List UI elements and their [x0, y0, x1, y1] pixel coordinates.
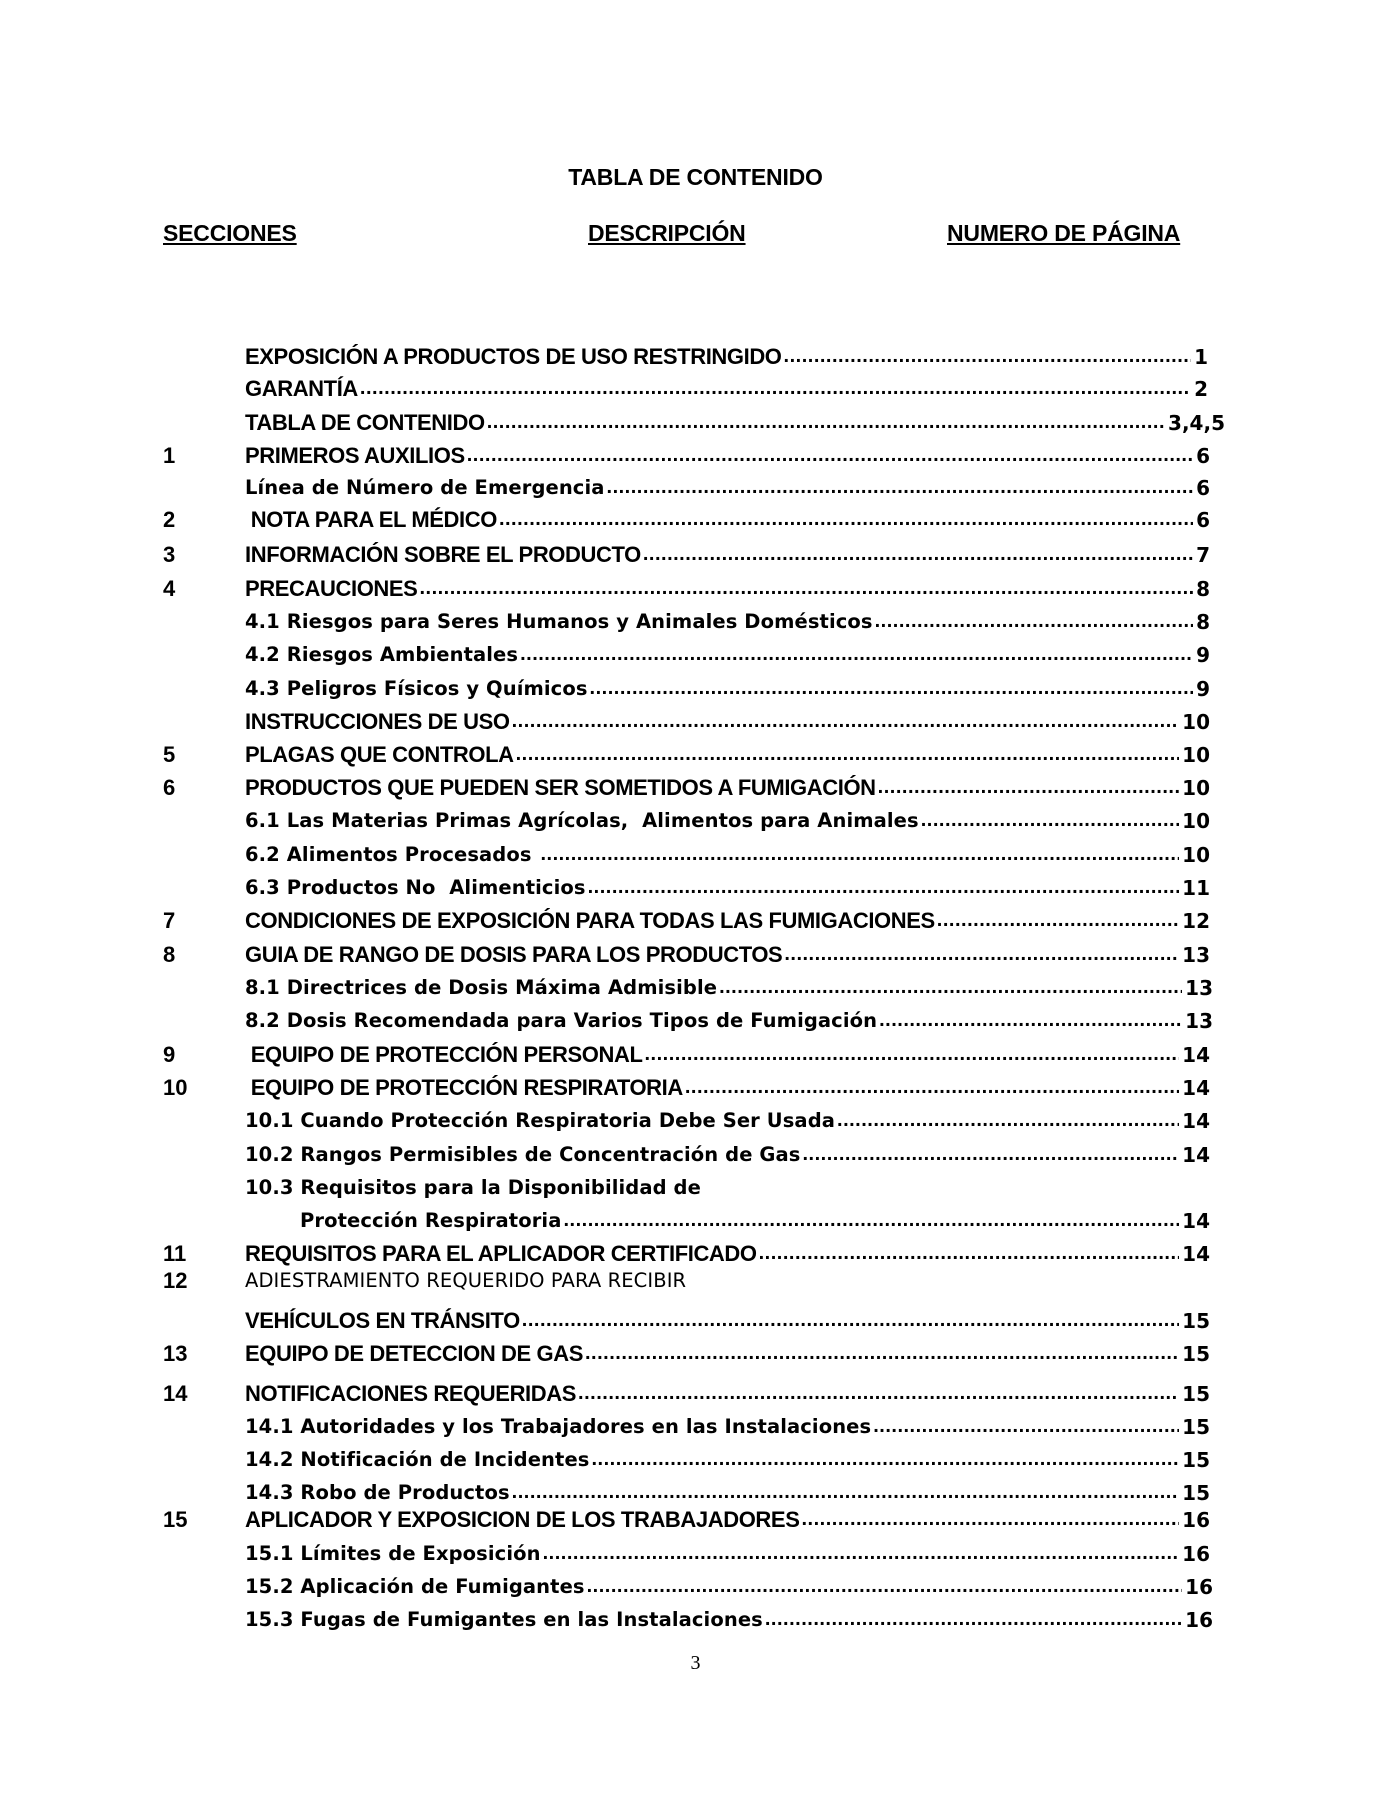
toc-entry-title: 4.3 Peligros Físicos y Químicos	[245, 677, 588, 700]
section-number: 13	[163, 1341, 188, 1366]
section-number: 4	[163, 576, 176, 601]
toc-entry[interactable]	[245, 838, 1210, 868]
toc-entry-page: 1	[1194, 345, 1208, 369]
toc-entry-title: Línea de Número de Emergencia	[245, 476, 605, 499]
toc-entry-page: 14	[1182, 1143, 1210, 1167]
dot-leader	[875, 610, 1193, 632]
toc-entry-page: 16	[1185, 1608, 1213, 1632]
dot-leader	[587, 1575, 1183, 1597]
dot-leader	[578, 1382, 1179, 1404]
toc-entry-page: 13	[1182, 943, 1210, 967]
toc-entry[interactable]	[245, 406, 1225, 436]
toc-entry[interactable]	[245, 904, 1210, 934]
toc-entry[interactable]	[245, 1503, 1210, 1533]
section-number: 1	[163, 443, 176, 468]
toc-entry-title: 8.2 Dosis Recomendada para Varios Tipos de Fumigación	[245, 1009, 878, 1032]
toc-entry-page: 14	[1182, 1209, 1210, 1233]
toc-entry-title: REQUISITOS PARA EL APLICADOR CERTIFICADO	[245, 1241, 757, 1266]
toc-entry[interactable]	[245, 1570, 1213, 1600]
toc-entry-page: 2	[1194, 377, 1208, 401]
toc-entry-page: 7	[1196, 543, 1210, 567]
column-header-page-number: NUMERO DE PÁGINA	[947, 220, 1181, 246]
toc-entry-page: 14	[1182, 1076, 1210, 1100]
dot-leader	[759, 1242, 1180, 1264]
toc-entry-page: 16	[1185, 1575, 1213, 1599]
dot-leader	[878, 776, 1179, 798]
dot-leader	[499, 508, 1193, 530]
dot-leader	[590, 677, 1194, 699]
toc-entry[interactable]	[245, 638, 1210, 668]
toc-entry[interactable]	[245, 372, 1208, 402]
dot-leader	[360, 377, 1191, 399]
toc-entry[interactable]	[245, 705, 1210, 735]
toc-entry[interactable]	[245, 605, 1210, 635]
toc-entry-page: 11	[1182, 876, 1210, 900]
toc-entry-title: VEHÍCULOS EN TRÁNSITO	[245, 1308, 520, 1333]
dot-leader	[837, 1109, 1179, 1131]
dot-leader	[520, 643, 1193, 665]
toc-entry-title: Protección Respiratoria	[300, 1209, 562, 1232]
toc-entry-page: 16	[1182, 1542, 1210, 1566]
dot-leader	[563, 1209, 1179, 1231]
toc-entry-page: 10	[1182, 776, 1210, 800]
section-number: 5	[163, 742, 176, 767]
toc-entry-page: 6	[1196, 476, 1210, 500]
dot-leader	[719, 976, 1182, 998]
toc-entry-title: 15.3 Fugas de Fumigantes en las Instalaciones	[245, 1608, 763, 1631]
dot-leader	[512, 1481, 1179, 1503]
dot-leader	[512, 710, 1180, 732]
toc-entry[interactable]	[245, 738, 1210, 768]
toc-entry-title: 10.1 Cuando Protección Respiratoria Debe Ser Usada	[245, 1109, 836, 1132]
column-header-sections: SECCIONES	[163, 220, 297, 246]
section-number: 15	[163, 1507, 188, 1532]
toc-entry-title: INFORMACIÓN SOBRE EL PRODUCTO	[245, 542, 641, 567]
toc-entry[interactable]	[245, 1476, 1210, 1506]
toc-entry-page: 15	[1182, 1382, 1210, 1406]
toc-entry-page: 3,4,5	[1168, 411, 1225, 435]
section-number: 2	[163, 507, 176, 532]
toc-entry-title: 4.2 Riesgos Ambientales	[245, 643, 519, 666]
toc-entry-title: 8.1 Directrices de Dosis Máxima Admisible	[245, 976, 718, 999]
toc-entry-title: 14.2 Notificación de Incidentes	[245, 1448, 590, 1471]
toc-entry-page: 12	[1182, 909, 1210, 933]
toc-entry-title: PLAGAS QUE CONTROLA	[245, 742, 514, 767]
toc-entry-title: 15.2 Aplicación de Fumigantes	[245, 1575, 585, 1598]
toc-entry-page: 15	[1182, 1448, 1210, 1472]
toc-entry-page: 16	[1182, 1508, 1210, 1532]
dot-leader	[543, 1542, 1180, 1564]
toc-entry[interactable]	[245, 771, 1210, 801]
toc-entry[interactable]	[245, 1264, 686, 1294]
dot-leader	[588, 876, 1180, 898]
section-number: 8	[163, 942, 176, 967]
toc-entry-page: 14	[1182, 1043, 1210, 1067]
toc-entry[interactable]	[245, 471, 1210, 501]
toc-entry[interactable]	[245, 1237, 1210, 1267]
toc-entry[interactable]	[245, 503, 1210, 533]
toc-entry-page: 15	[1182, 1309, 1210, 1333]
toc-entry-title: EQUIPO DE PROTECCIÓN PERSONAL	[245, 1042, 643, 1067]
section-number: 11	[163, 1241, 187, 1266]
dot-leader	[487, 411, 1165, 433]
dot-leader	[540, 843, 1179, 865]
dot-leader	[607, 476, 1194, 498]
toc-entry-title: APLICADOR Y EXPOSICION DE LOS TRABAJADORES	[245, 1507, 800, 1532]
toc-entry-title: 15.1 Límites de Exposición	[245, 1542, 541, 1565]
section-number: 6	[163, 775, 176, 800]
toc-entry-title: 10.2 Rangos Permisibles de Concentración de Gas	[245, 1143, 801, 1166]
toc-entry[interactable]	[245, 1443, 1210, 1473]
toc-entry-title: EXPOSICIÓN A PRODUCTOS DE USO RESTRINGIDO	[245, 344, 782, 369]
toc-entry-title: NOTA PARA EL MÉDICO	[245, 507, 497, 532]
toc-entry-title: 10.3 Requisitos para la Disponibilidad de	[245, 1176, 701, 1199]
toc-entry-title: GUIA DE RANGO DE DOSIS PARA LOS PRODUCTOS	[245, 942, 783, 967]
toc-entry-title: INSTRUCCIONES DE USO	[245, 709, 510, 734]
dot-leader	[592, 1448, 1180, 1470]
dot-leader	[784, 943, 1179, 965]
toc-entry-title: CONDICIONES DE EXPOSICIÓN PARA TODAS LAS FUMIGACIONES	[245, 908, 935, 933]
toc-entry-page: 10	[1182, 843, 1210, 867]
toc-entry-page: 9	[1196, 643, 1210, 667]
toc-entry-title: TABLA DE CONTENIDO	[245, 410, 485, 435]
toc-entry[interactable]	[245, 1603, 1213, 1633]
toc-entry[interactable]	[245, 672, 1210, 702]
toc-entry-page: 14	[1182, 1109, 1210, 1133]
toc-entry[interactable]	[245, 1171, 701, 1201]
section-number: 7	[163, 908, 176, 933]
dot-leader	[585, 1342, 1179, 1364]
toc-entry[interactable]	[245, 439, 1210, 469]
toc-entry[interactable]	[245, 804, 1210, 834]
toc-entry-title: 6.2 Alimentos Procesados	[245, 843, 539, 866]
toc-entry-title: NOTIFICACIONES REQUERIDAS	[245, 1381, 577, 1406]
section-number: 3	[163, 542, 176, 567]
toc-entry-title: EQUIPO DE PROTECCIÓN RESPIRATORIA	[245, 1075, 683, 1100]
toc-entry-title: PRIMEROS AUXILIOS	[245, 443, 465, 468]
dot-leader	[802, 1143, 1179, 1165]
toc-entry[interactable]	[245, 1004, 1213, 1034]
toc-entry-title: 14.1 Autoridades y los Trabajadores en las Instalaciones	[245, 1415, 872, 1438]
toc-entry-title: 6.1 Las Materias Primas Agrícolas, Alimentos para Animales	[245, 809, 919, 832]
toc-entry-page: 15	[1182, 1342, 1210, 1366]
toc-entry[interactable]	[300, 1204, 1210, 1234]
toc-entry[interactable]	[245, 971, 1213, 1001]
dot-leader	[801, 1508, 1179, 1530]
section-number: 14	[163, 1381, 188, 1406]
toc-entry-page: 8	[1196, 610, 1210, 634]
toc-entry[interactable]	[245, 1038, 1210, 1068]
toc-entry[interactable]	[245, 340, 1208, 370]
toc-entry[interactable]	[245, 572, 1210, 602]
dot-leader	[643, 543, 1193, 565]
toc-entry-title: PRECAUCIONES	[245, 576, 418, 601]
dot-leader	[873, 1415, 1179, 1437]
dot-leader	[784, 345, 1192, 367]
toc-entry-title: 6.3 Productos No Alimenticios	[245, 876, 586, 899]
toc-entry[interactable]	[245, 1410, 1210, 1440]
toc-entry[interactable]	[245, 1337, 1210, 1367]
dot-leader	[467, 444, 1193, 466]
column-header-description: DESCRIPCIÓN	[588, 220, 746, 246]
page-title: TABLA DE CONTENIDO	[568, 164, 823, 190]
toc-entry-title: GARANTÍA	[245, 376, 358, 401]
toc-entry[interactable]	[245, 1104, 1210, 1134]
toc-entry-page: 10	[1182, 743, 1210, 767]
toc-entry-title: PRODUCTOS QUE PUEDEN SER SOMETIDOS A FUMIGACIÓN	[245, 775, 876, 800]
dot-leader	[937, 909, 1179, 931]
toc-entry-page: 6	[1196, 508, 1210, 532]
dot-leader	[419, 577, 1193, 599]
toc-entry-title: ADIESTRAMIENTO REQUERIDO PARA RECIBIR	[245, 1269, 687, 1292]
toc-entry-page: 15	[1182, 1415, 1210, 1439]
toc-entry[interactable]	[245, 1377, 1210, 1407]
toc-entry[interactable]	[245, 938, 1210, 968]
toc-entry-title: 14.3 Robo de Productos	[245, 1481, 510, 1504]
toc-entry[interactable]	[245, 1304, 1210, 1334]
dot-leader	[645, 1043, 1180, 1065]
toc-entry[interactable]	[245, 1537, 1210, 1567]
toc-entry-page: 10	[1182, 710, 1210, 734]
toc-entry[interactable]	[245, 1071, 1210, 1101]
dot-leader	[765, 1608, 1182, 1630]
toc-entry-page: 10	[1182, 809, 1210, 833]
dot-leader	[921, 809, 1179, 831]
toc-entry-page: 8	[1196, 577, 1210, 601]
dot-leader	[516, 743, 1180, 765]
toc-entry-page: 13	[1185, 1009, 1213, 1033]
dot-leader	[522, 1309, 1179, 1331]
toc-entry-page: 15	[1182, 1481, 1210, 1505]
toc-entry-page: 13	[1185, 976, 1213, 1000]
toc-entry-title: 4.1 Riesgos para Seres Humanos y Animales Domésticos	[245, 610, 873, 633]
toc-entry-page: 9	[1196, 677, 1210, 701]
section-number: 12	[163, 1268, 188, 1293]
toc-entry[interactable]	[245, 871, 1210, 901]
toc-entry-page: 14	[1182, 1242, 1210, 1266]
section-number: 9	[163, 1042, 176, 1067]
toc-entry[interactable]	[245, 1138, 1210, 1168]
toc-entry[interactable]	[245, 538, 1210, 568]
dot-leader	[685, 1076, 1179, 1098]
toc-entry-page: 6	[1196, 444, 1210, 468]
section-number: 10	[163, 1075, 188, 1100]
toc-entry-title: EQUIPO DE DETECCION DE GAS	[245, 1341, 583, 1366]
dot-leader	[879, 1009, 1182, 1031]
page-number-footer: 3	[690, 1652, 701, 1674]
